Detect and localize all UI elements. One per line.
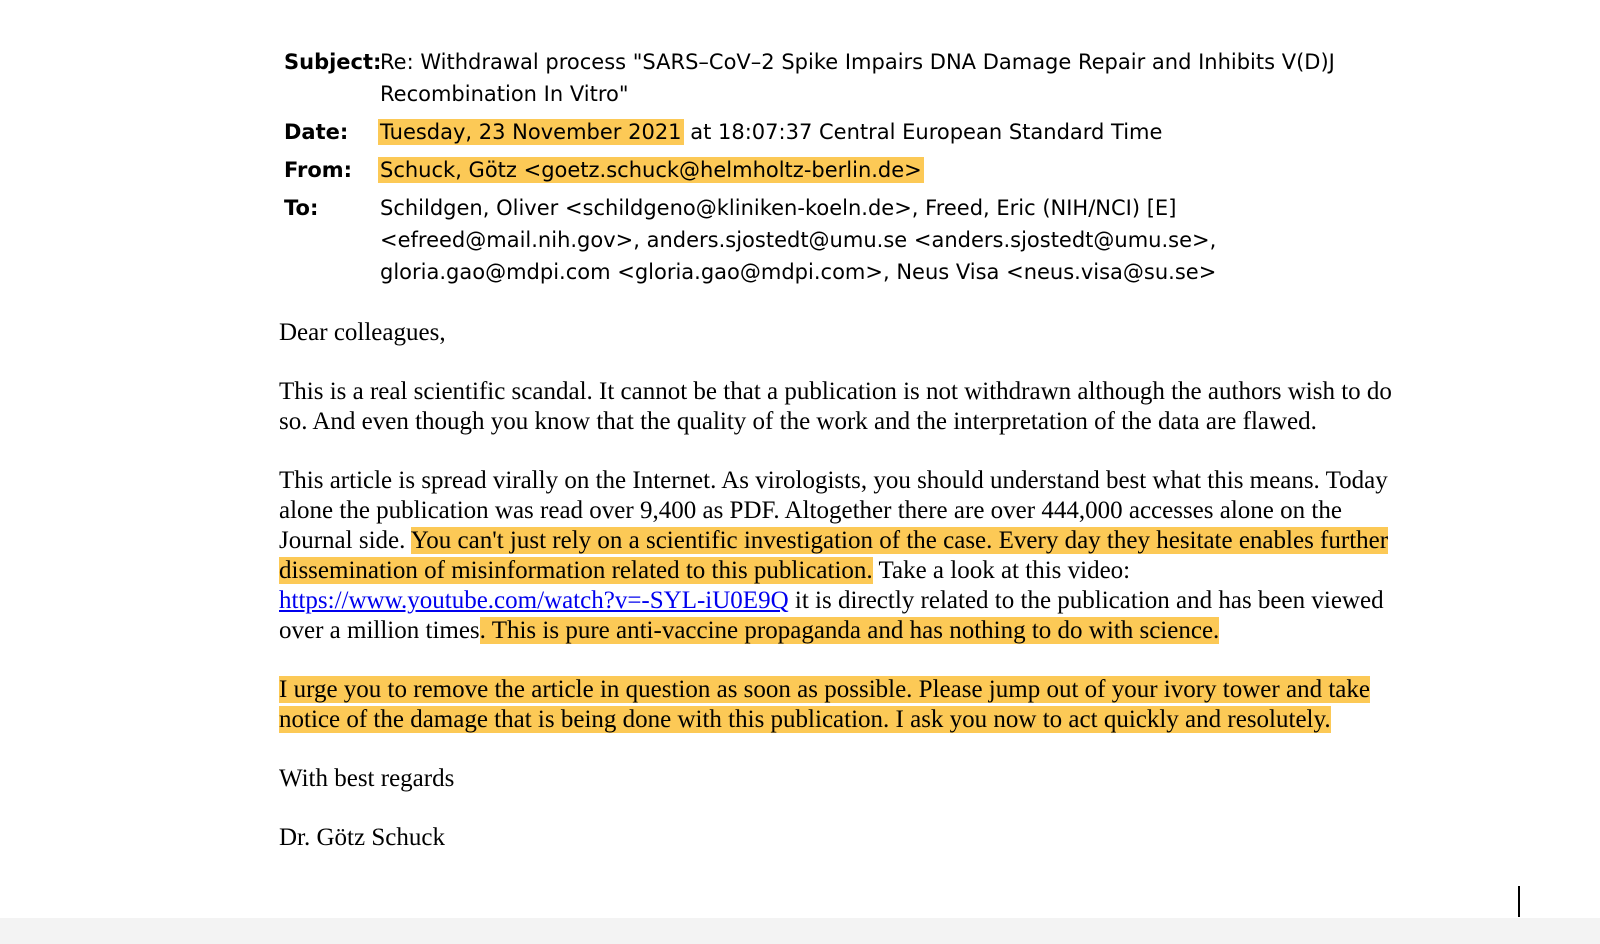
paragraph-3	[279, 675, 1409, 735]
from-row	[284, 154, 1424, 186]
signature: Dr. Götz Schuck	[279, 824, 445, 851]
date-rest: at 18:07:37 Central European Standard Time	[683, 120, 1163, 144]
subject-value: Re: Withdrawal process "SARS–CoV–2 Spike Impairs DNA Damage Repair and Inhibits V(D)J Recombination In Vitro"	[380, 50, 1335, 106]
paragraph-2-highlight-2: . This is pure anti-vaccine propaganda and has nothing to do with science.	[479, 617, 1220, 644]
greeting: Dear colleagues,	[279, 319, 446, 346]
subject-label: Subject:	[284, 50, 382, 74]
to-value: Schildgen, Oliver <schildgeno@kliniken-koeln.de>, Freed, Eric (NIH/NCI) [E] <efreed@mail.nih.gov>, anders.sjostedt@umu.se <anders.sjostedt@umu.se>, gloria.gao@mdpi.com <gloria.gao@mdpi.com>, Neus Visa <neus.visa@su.se>	[380, 196, 1217, 284]
paragraph-3-highlight: I urge you to remove the article in question as soon as possible. Please jump out of your ivory tower and take notice of the damage that is being done with this publication. I ask you now to act quickly and resolutely.	[279, 676, 1370, 733]
to-row	[284, 192, 1424, 288]
paragraph-1: This is a real scientific scandal. It cannot be that a publication is not withdrawn although the authors wish to do so. And even though you know that the quality of the work and the interpretation of the data are flawed.	[279, 378, 1392, 435]
subject-row	[284, 46, 1424, 110]
youtube-link[interactable]: https://www.youtube.com/watch?v=-SYL-iU0E9Q	[279, 587, 789, 614]
date-highlighted: Tuesday, 23 November 2021	[380, 120, 682, 144]
paragraph-2-video: Take a look at this video:	[872, 557, 1131, 584]
from-label: From:	[284, 158, 353, 182]
date-row	[284, 116, 1424, 148]
email-header	[284, 46, 1424, 294]
date-label: Date:	[284, 120, 349, 144]
to-label: To:	[284, 196, 319, 220]
closing: With best regards	[279, 765, 455, 792]
paragraph-2-highlight: You can't just rely on a scientific investigation of the case. Every day they hesitate enables further dissemination of misinformation related to this publication.	[279, 527, 1389, 584]
text-cursor	[1518, 886, 1520, 917]
email-body	[279, 318, 1409, 882]
from-highlighted: Schuck, Götz <goetz.schuck@helmholtz-berlin.de>	[380, 158, 922, 182]
paragraph-2-views: it is directly related to the publication and has been viewed over a million times	[279, 587, 1384, 644]
bottom-bar	[0, 918, 1600, 944]
from-value	[380, 154, 1424, 186]
date-value	[380, 116, 1424, 148]
paragraph-2	[279, 466, 1409, 646]
paragraph-2-intro: This article is spread virally on the Internet. As virologists, you should understand best what this means. Today alone the publication was read over 9,400 as PDF. Altogether there are over 444,000 accesses alone on the Journal side.	[279, 467, 1388, 554]
